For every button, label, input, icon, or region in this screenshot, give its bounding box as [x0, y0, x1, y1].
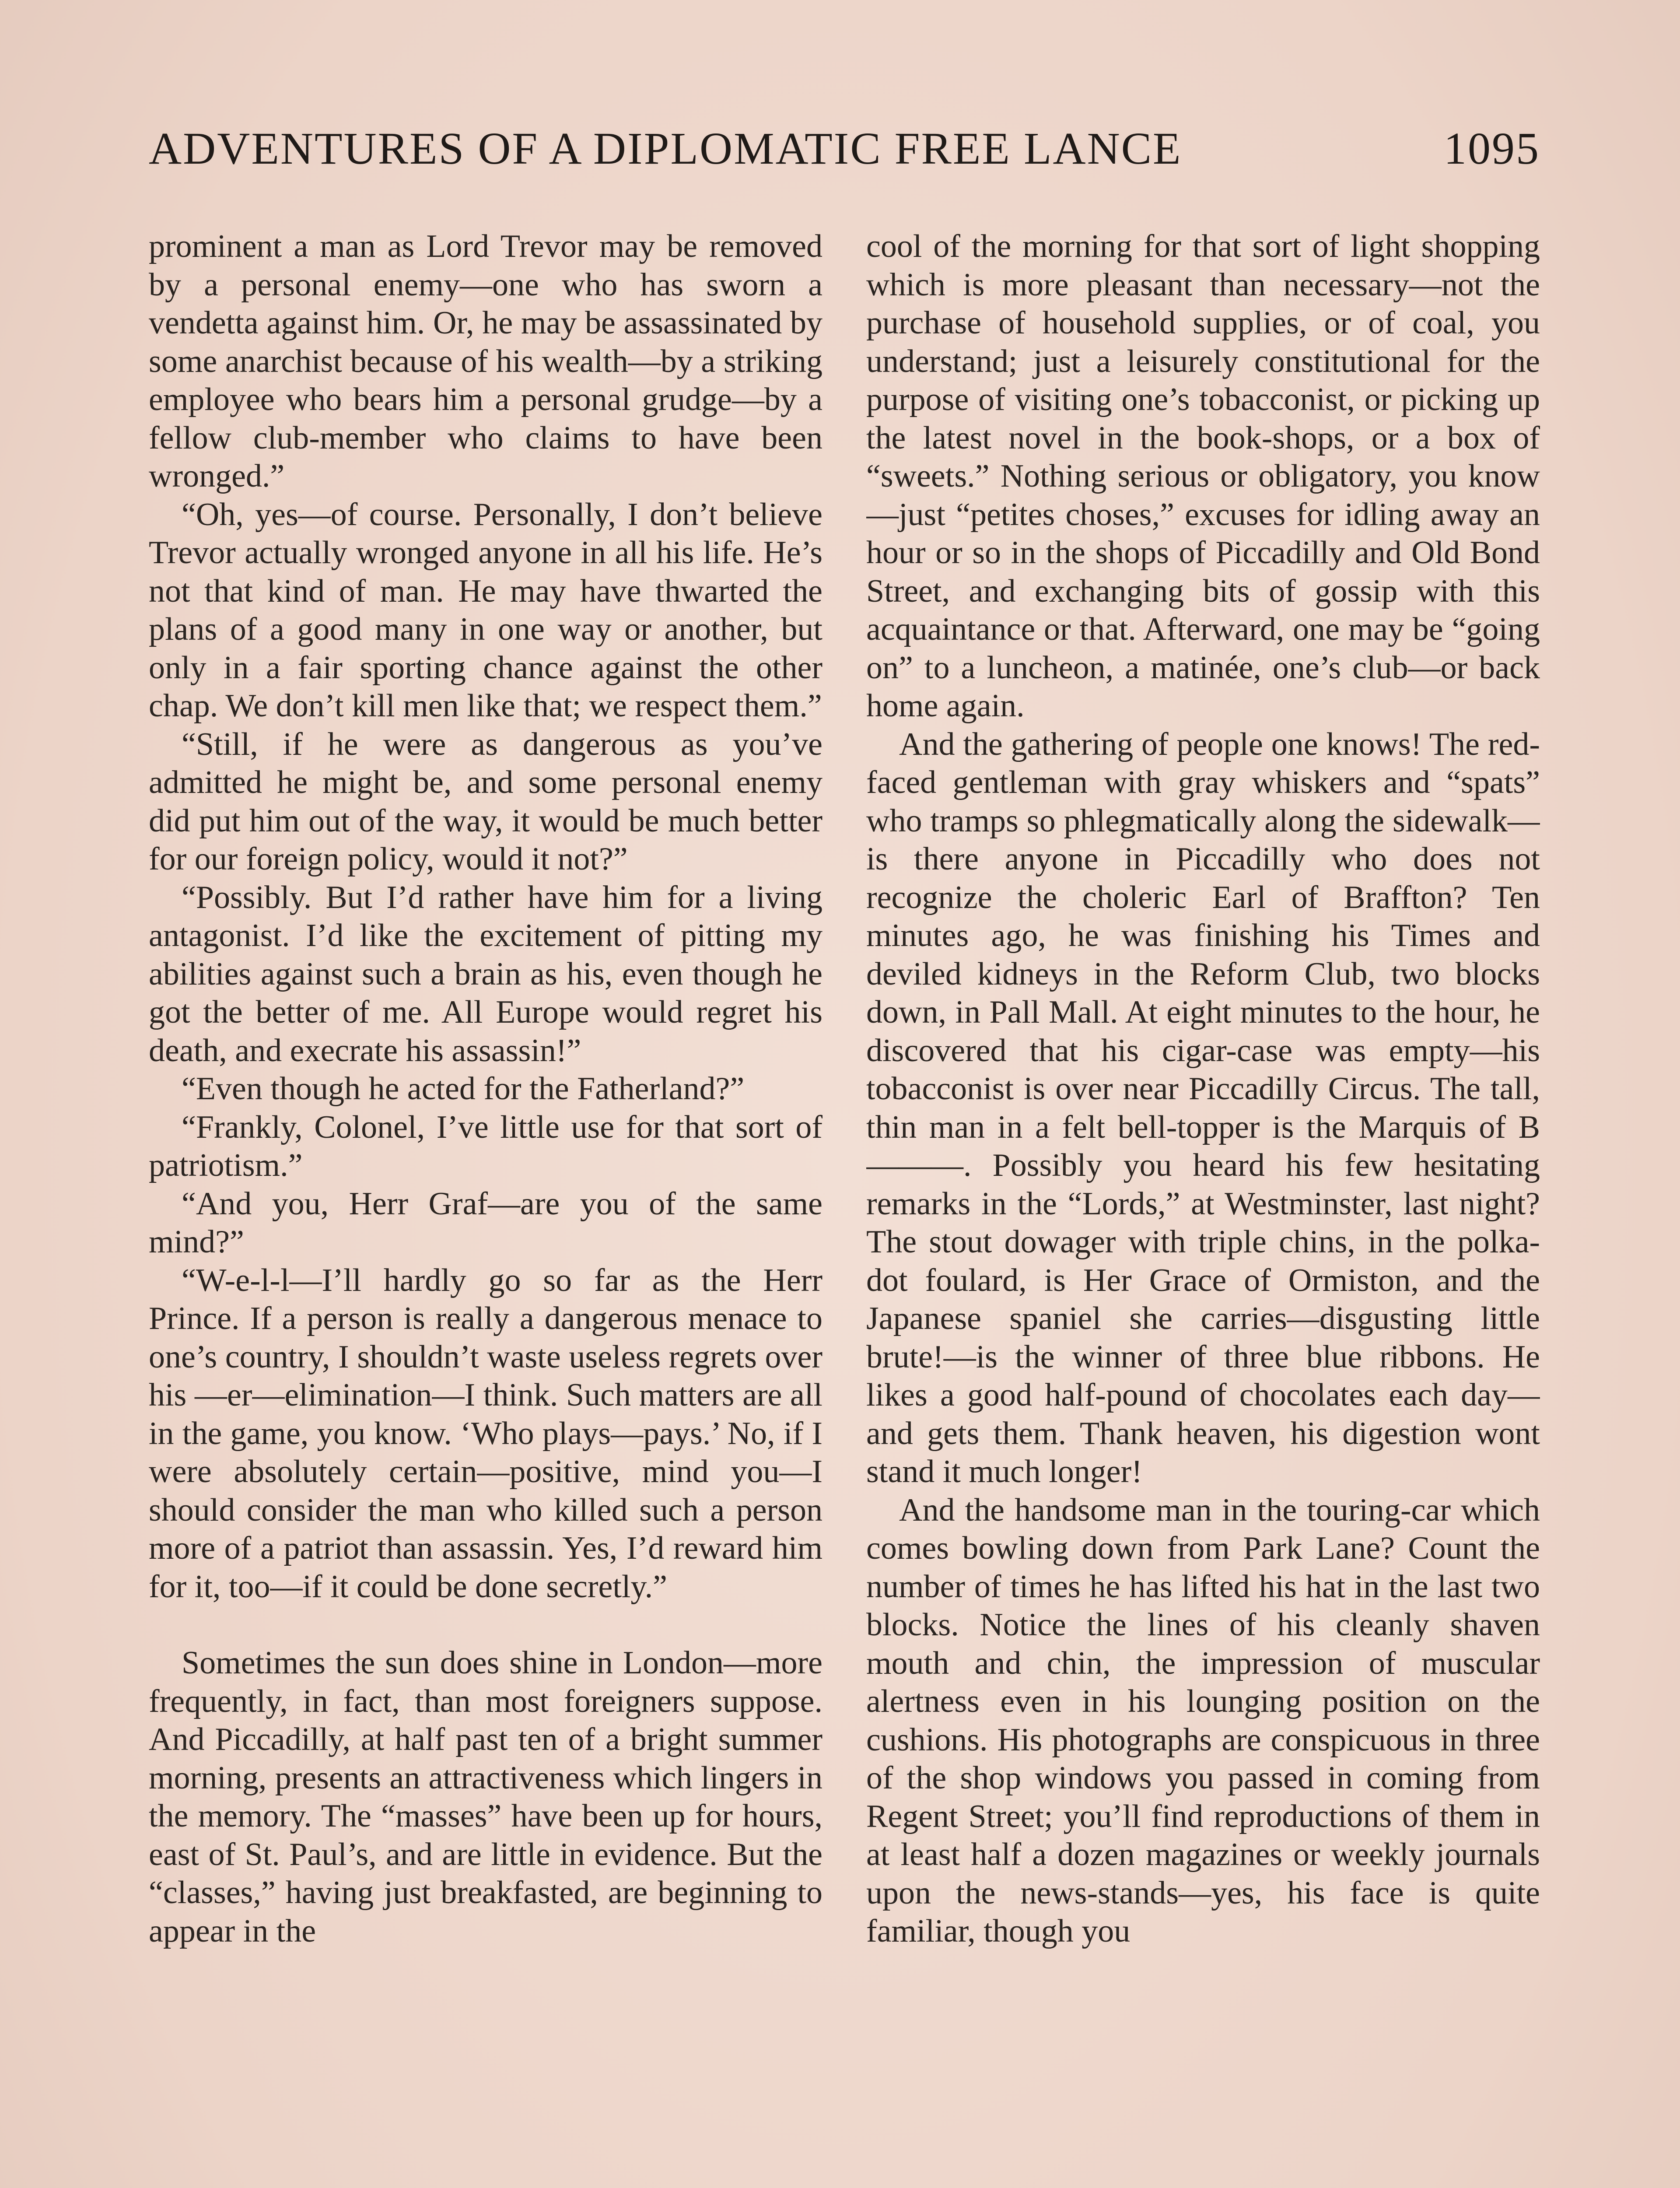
paragraph: “Frankly, Colonel, I’ve little use for that sort of patriotism.” [149, 1109, 822, 1183]
paragraph: “Oh, yes—of course. Personally, I don’t believe Trevor actually wronged anyone in all his life. He’s not that kind of man. He may have thwarted the plans of a good many in one way or another, but only in a fair sporting chance against the other chap. We don’t kill men like that; we respect them.” [149, 496, 822, 724]
left-column [149, 228, 822, 2188]
paragraph: “Possibly. But I’d rather have him for a living antagonist. I’d like the excitement of pitting my abilities against such a brain as his, even though he got the better of me. All Europe would regret his death, and execrate his assassin!” [149, 879, 822, 1069]
paragraph: “Still, if he were as dangerous as you’ve admitted he might be, and some personal enemy did put him out of the way, it would be much better for our foreign policy, would it not?” [149, 726, 822, 877]
right-column [866, 228, 1540, 2188]
paragraph: “Even though he acted for the Fatherland?” [182, 1071, 745, 1107]
text-columns [149, 228, 1540, 2188]
paragraph: “And you, Herr Graf—are you of the same mind?” [149, 1185, 822, 1260]
paragraph: “W-e-l-l—I’ll hardly go so far as the Herr Prince. If a person is really a dangerous menace to one’s country, I shouldn’t waste useless regrets over his —er—elimination—I think. Such matters are all in the game, you know. ‘Who plays—pays.’ No, if I were absolutely certain—positive, mind you—I should consider the man who killed such a person more of a patriot than assassin. Yes, I’d reward him for it, too—if it could be done secretly.” [149, 1262, 822, 1605]
paragraph: prominent a man as Lord Trevor may be removed by a personal enemy—one who has sworn a vendetta against him. Or, he may be assassinated by some anarchist because of his wealth—by a striking employee who bears him a personal grudge—by a fellow club-member who claims to have been wronged.” [149, 228, 822, 494]
page-number: 1095 [1444, 123, 1540, 174]
running-header [149, 123, 1540, 175]
paragraph: And the gathering of people one knows! The red-faced gentleman with gray whiskers and “spats” who tramps so phlegmatically along the sidewalk—is there anyone in Piccadilly who does not recognize the choleric Earl of Braffton? Ten minutes ago, he was finishing his Times and deviled kidneys in the Reform Club, two blocks down, in Pall Mall. At eight minutes to the hour, he discovered that his cigar-case was empty—his tobacconist is over near Piccadilly Circus. The tall, thin man in a felt bell-topper is the Marquis of B———. Possibly you heard his few hesitating remarks in the “Lords,” at Westminster, last night? The stout dowager with triple chins, in the polka-dot foulard, is Her Grace of Ormiston, and the Japanese spaniel she carries—disgusting little brute!—is the winner of three blue ribbons. He likes a good half-pound of chocolates each day—and gets them. Thank heaven, his digestion wont stand it much longer! [866, 726, 1540, 1490]
running-title: ADVENTURES OF A DIPLOMATIC FREE LANCE [149, 123, 1182, 174]
paragraph: And the handsome man in the touring-car which comes bowling down from Park Lane? Count the number of times he has lifted his hat in the last two blocks. Notice the lines of his cleanly shaven mouth and chin, the impression of muscular alertness even in his lounging position on the cushions. His photographs are conspicuous in three of the shop windows you passed in coming from Regent Street; you’ll find reproductions of them in at least half a dozen magazines or weekly journals upon the news-stands—yes, his face is quite familiar, though you [866, 1492, 1540, 1949]
paragraph: Sometimes the sun does shine in London—more frequently, in fact, than most foreigners suppose. And Piccadilly, at half past ten of a bright summer morning, presents an attractiveness which lingers in the memory. The “masses” have been up for hours, east of St. Paul’s, and are little in evidence. But the “classes,” having just breakfasted, are beginning to appear in the [149, 1645, 822, 1949]
paragraph: cool of the morning for that sort of light shopping which is more pleasant than necessary—not the purchase of household supplies, or of coal, you understand; just a leisurely constitutional for the purpose of visiting one’s tobacconist, or picking up the latest novel in the book-shops, or a box of “sweets.” Nothing serious or obligatory, you know—just “petites choses,” excuses for idling away an hour or so in the shops of Piccadilly and Old Bond Street, and exchanging bits of gossip with this acquaintance or that. Afterward, one may be “going on” to a luncheon, a matinée, one’s club—or back home again. [866, 228, 1540, 724]
